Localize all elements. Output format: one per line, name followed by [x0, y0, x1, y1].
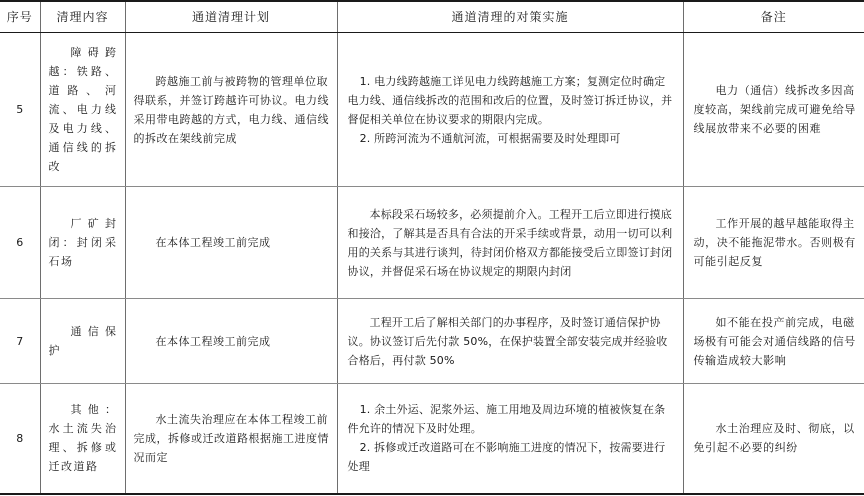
clearance-note-text: 工作开展的越早越能取得主动，决不能拖泥带水。否则极有可能引起反复 [693, 217, 856, 268]
clearance-measure [337, 187, 683, 299]
table-header-row [0, 1, 864, 33]
clearance-item-text: 障碍跨越：铁路、道路、河流、电力线及电力线、通信线的拆改 [48, 46, 118, 173]
measure-paragraph: 工程开工后了解相关部门的办事程序，及时签订通信保护协议。协议签订后先付款 50%，在保护装置全部安装完成并经验收合格后，再付款 50% [347, 315, 668, 367]
clearance-note [683, 299, 864, 384]
header-item: 清理内容 [40, 1, 125, 33]
clearance-item [40, 187, 125, 299]
row-number: 8 [0, 384, 40, 494]
measure-paragraph: 本标段采石场较多，必须提前介入。工程开工后立即进行摸底和接洽，了解其是否具有合法的开采手续或背景，动用一切可以利用的关系与其进行谈判，待封闭价格双方都能接受后立即签订封闭协议，并督促采石场在协议规定的期限内封闭 [347, 207, 673, 278]
clearance-item [40, 384, 125, 494]
clearance-note [683, 187, 864, 299]
clearance-item [40, 33, 125, 187]
table-row [0, 187, 864, 299]
clearance-measure [337, 299, 683, 384]
measure-paragraph: 1. 余土外运、泥浆外运、施工用地及周边环境的植被恢复在条件允许的情况下及时处理。 [347, 403, 666, 436]
clearance-measure [337, 33, 683, 187]
clearance-item-text: 其他：水土流失治理、拆修或迁改道路 [48, 403, 118, 474]
clearance-note [683, 384, 864, 494]
table-row [0, 33, 864, 187]
measure-paragraph: 2. 拆修或迁改道路可在不影响施工进度的情况下，按需要进行处理 [347, 441, 666, 474]
header-note: 备注 [683, 1, 864, 33]
clearance-note-text: 水土治理应及时、彻底，以免引起不必要的纠纷 [693, 422, 855, 455]
clearance-item-text: 通信保护 [48, 325, 118, 357]
clearance-plan-text: 跨越施工前与被跨物的管理单位取得联系，并签订跨越许可协议。电力线采用带电跨越的方式，电力线、通信线的拆改在架线前完成 [133, 74, 329, 145]
clearance-measure [337, 384, 683, 494]
clearance-plan [125, 33, 337, 187]
header-measure: 通道清理的对策实施 [337, 1, 683, 33]
clearance-plan [125, 187, 337, 299]
clearance-item [40, 299, 125, 384]
row-number: 6 [0, 187, 40, 299]
clearance-item-text: 厂矿封闭：封闭采石场 [48, 217, 118, 268]
measure-paragraph: 1. 电力线跨越施工详见电力线跨越施工方案；复测定位时确定电力线、通信线拆改的范围和改后的位置，及时签订拆迁协议，并督促相关单位在协议要求的期限内完成。 [347, 74, 673, 126]
header-plan: 通道清理计划 [125, 1, 337, 33]
clearance-plan-text: 在本体工程竣工前完成 [155, 334, 271, 348]
clearance-note-text: 如不能在投产前完成，电磁场极有可能会对通信线路的信号传输造成较大影响 [693, 315, 856, 367]
clearance-plan-text: 在本体工程竣工前完成 [155, 236, 271, 249]
row-number: 7 [0, 299, 40, 384]
header-no: 序号 [0, 1, 40, 33]
row-number: 5 [0, 33, 40, 187]
clearance-note-text: 电力（通信）线拆改多因高度较高，架线前完成可避免给导线展放带来不必要的困难 [693, 84, 856, 135]
clearance-note [683, 33, 864, 187]
table-row [0, 384, 864, 494]
clearance-plan-text: 水土流失治理应在本体工程竣工前完成，拆修或迁改道路根据施工进度情况而定 [133, 412, 329, 464]
clearance-plan [125, 384, 337, 494]
measure-paragraph: 2. 所跨河流为不通航河流，可根据需要及时处理即可 [359, 131, 621, 145]
table-row [0, 299, 864, 384]
clearance-plan [125, 299, 337, 384]
